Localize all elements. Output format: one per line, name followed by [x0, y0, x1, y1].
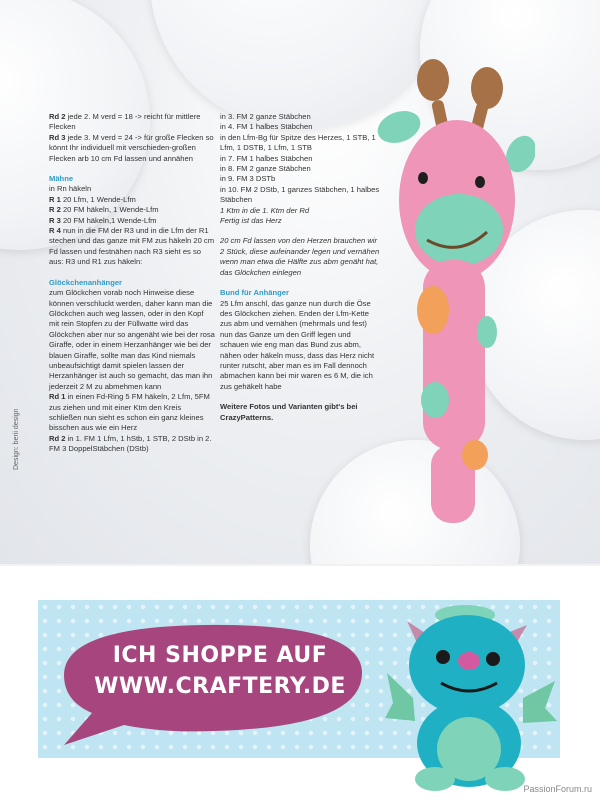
heading-maehne: Mähne — [49, 174, 74, 184]
giraffe-spot-orange-2 — [462, 440, 488, 470]
maehne-intro: in Rn häkeln — [49, 184, 92, 194]
col2-line-2: in 4. FM 1 halbes Stäbchen — [220, 122, 313, 132]
row-label: Rd 2 — [49, 433, 66, 443]
giraffe-spot-mint-1 — [477, 316, 497, 348]
row-text: 20 FM häkeln, 1 Wende-Lfm — [60, 205, 159, 215]
row-label: Rd 3 — [49, 132, 66, 142]
col2-note: 20 cm Fd lassen von den Herzen brauchen wir 2 Stück, diese aufeinander legen und vernähen wenn man etwa die Hälfte zus abm genäht hat, das Glöckchen einlegen — [220, 236, 380, 277]
maehne-row-2 — [49, 205, 215, 215]
maehne-row-3 — [49, 216, 215, 226]
col2-line-6: in 9. FM 3 DSTb — [220, 174, 276, 184]
row-label: R 1 — [49, 194, 61, 204]
heading-bund: Bund für Anhänger — [220, 288, 289, 298]
row-text: in einen Fd-Ring 5 FM häkeln, 2 Lfm, 5FM zus ziehen und mit einer Ktm den Kreis schließen nun sieht es schon ein ganz kleines bisschen aus wie ein Herz — [49, 392, 210, 433]
giraffe-rattle-photo — [375, 50, 535, 550]
row-label: Rd 1 — [49, 392, 66, 402]
paragraph-rd2b — [49, 434, 215, 455]
maehne-row-1 — [49, 195, 215, 205]
row-text: in 1. FM 1 Lfm, 1 hStb, 1 STB, 2 DStb in 2. FM 3 DoppelStäbchen (DStb) — [49, 433, 212, 454]
banner-line-2[interactable]: WWW.CRAFTERY.DE — [94, 674, 346, 699]
col2-italic-1: 1 Ktm in die 1. Ktm der Rd — [220, 205, 310, 215]
giraffe-snout — [415, 194, 503, 266]
col2-italic-2: Fertig ist das Herz — [220, 216, 282, 226]
giraffe-eye-left — [418, 172, 428, 184]
dragon-wing-right — [523, 681, 557, 723]
col2-line-4: in 7. FM 1 halbes Stäbchen — [220, 153, 313, 163]
row-text: jede 3. M verd = 24 -> für große Flecken so könnt Ihr individuell mit verschieden-großen Flecken arb 10 cm Fd lassen und annähen — [49, 132, 214, 163]
text-column-2 — [220, 112, 380, 423]
paragraph-rd1 — [49, 392, 215, 434]
giraffe-eye-right — [475, 176, 485, 188]
text-column-1 — [49, 112, 215, 455]
bund-text: 25 Lfm anschl, das ganze nun durch die Öse des Glöckchen ziehen. Enden der Lfm-Kette zus abm und vernähen (mehrmals und fest) nun das Ganze um den Griff legen und schauen wie eng man das Bund zus abm, nähen oder häkeln muss, dass das Herz nicht runter rutscht, aber man es im Fall dennoch abmachen kann bei mir waren es 6 M, die ich zus gehäkelt habe — [220, 298, 375, 391]
more-photos-text: Weitere Fotos und Varianten gibt's bei CrazyPatterns. — [220, 402, 358, 422]
dragon-toy-photo — [385, 603, 560, 793]
row-text: 20 Lfm, 1 Wende-Lfm — [60, 194, 136, 204]
banner-text[interactable] — [70, 640, 370, 702]
row-label: R 3 — [49, 215, 61, 225]
section-divider — [0, 564, 600, 566]
row-label: Rd 2 — [49, 112, 66, 121]
giraffe-spot-orange-1 — [417, 286, 449, 334]
col2-line-5: in 8. FM 2 ganze Stäbchen — [220, 164, 311, 174]
col2-line-1: in 3. FM 2 ganze Stäbchen — [220, 112, 311, 121]
col2-line-3: in den Lfm-Bg für Spitze des Herzes, 1 STB, 1 Lfm, 1 DSTB, 1 Lfm, 1 STB — [220, 132, 376, 153]
maehne-row-4 — [49, 226, 215, 268]
dragon-snout — [458, 652, 480, 670]
row-label: R 4 — [49, 226, 61, 236]
paragraph-rd2 — [49, 112, 215, 133]
row-text: 20 FM häkeln,1 Wende-Lfm — [60, 215, 157, 225]
col2-line-7: in 10. FM 2 DStb, 1 ganzes Stäbchen, 1 halbes Stäbchen — [220, 184, 380, 205]
gloeckchen-text: zum Glöckchen vorab noch Hinweise diese können verschluckt werden, daher kann man die Glöckchen auch weg lassen, oder in den Kopf mit rein Stopfen zu der Füllwatte wird das Glöckchen aber nur so angenäht wie bei der rosa Giraffe, oder in einem Herzanhänger wie bei der blauen Giraffe, sollte man das Kind niemals unbeaufsichtigt damit spielen lassen der Herzanhänger ist auch so gemacht, das man ihn jederzeit 2 M zu abmehmen kann — [49, 288, 215, 391]
row-text: nun in die FM der R3 und in die Lfm der R1 stechen und das ganze mit FM zus häkeln 20 cm Fd lassen und festnähen nach R3 sieht es so aus: R3 und R1 zus häkeln: — [49, 226, 215, 267]
dragon-eye-right — [486, 652, 500, 666]
dragon-eye-left — [436, 650, 450, 664]
paragraph-rd3 — [49, 133, 215, 164]
dragon-wing-left — [385, 673, 415, 721]
banner-line-1: ICH SHOPPE AUF — [112, 643, 328, 668]
row-text: jede 2. M verd = 18 -> reicht für mittlere Flecken — [49, 112, 201, 132]
dragon-foot-right — [485, 767, 525, 791]
dragon-foot-left — [415, 767, 455, 791]
design-credit: Design: berii design — [13, 408, 20, 470]
heading-gloeckchen: Glöckchenanhänger — [49, 277, 123, 287]
giraffe-spot-mint-2 — [421, 382, 449, 418]
row-label: R 2 — [49, 205, 61, 215]
watermark: PassionForum.ru — [523, 784, 592, 794]
